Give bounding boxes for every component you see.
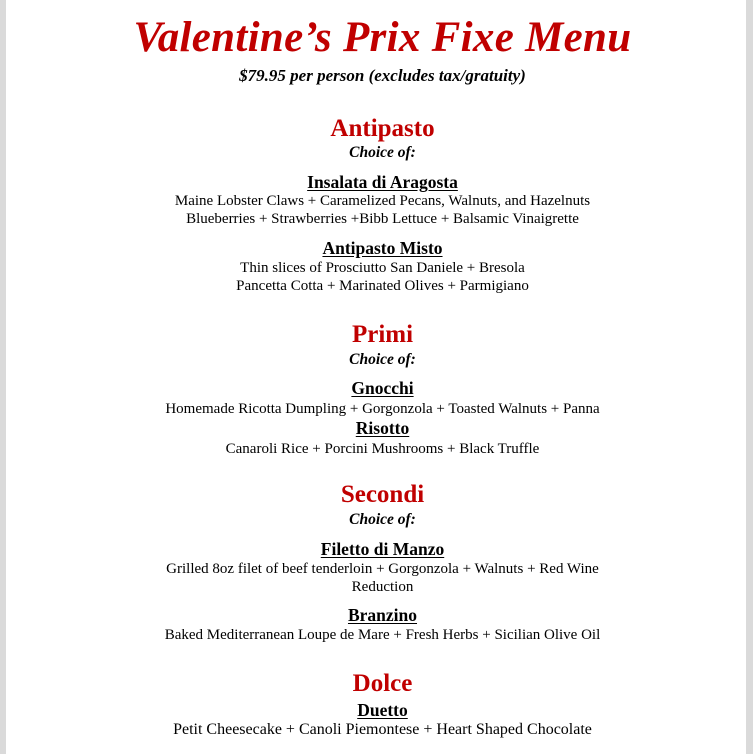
choice-label-secondi: Choice of: xyxy=(349,511,416,528)
dish-name-risotto: Risotto xyxy=(355,418,410,438)
choice-label-antipasto: Choice of: xyxy=(349,144,416,161)
dish-description-line: Petit Cheesecake + Canoli Piemontese + Heart Shaped Chocolate xyxy=(173,721,592,738)
section-heading-secondi: Secondi xyxy=(340,481,425,508)
dish-description-line: Reduction xyxy=(351,579,414,595)
dish-name-branzino: Branzino xyxy=(347,605,418,625)
dish-description-line: Blueberries + Strawberries +Bibb Lettuce + Balsamic Vinaigrette xyxy=(186,211,579,227)
dish-name-insalata-di-aragosta: Insalata di Aragosta xyxy=(307,172,458,192)
dish-description-line: Maine Lobster Claws + Caramelized Pecans, Walnuts, and Hazelnuts xyxy=(174,193,591,209)
price-line: $79.95 per person (excludes tax/gratuity) xyxy=(239,66,526,85)
dish-name-duetto: Duetto xyxy=(357,700,408,720)
menu-title: Valentine’s Prix Fixe Menu xyxy=(133,14,632,61)
section-heading-primi: Primi xyxy=(351,321,414,348)
dish-description-line: Thin slices of Prosciutto San Daniele + Bresola xyxy=(240,260,525,276)
dish-description-line: Pancetta Cotta + Marinated Olives + Parmigiano xyxy=(236,278,529,294)
dish-name-filetto-di-manzo: Filetto di Manzo xyxy=(320,539,445,559)
dish-description-line: Homemade Ricotta Dumpling + Gorgonzola + Toasted Walnuts + Panna xyxy=(165,401,600,417)
section-heading-antipasto: Antipasto xyxy=(330,115,435,142)
choice-label-primi: Choice of: xyxy=(349,351,416,368)
dish-name-antipasto-misto: Antipasto Misto xyxy=(322,238,443,258)
dish-description-line: Baked Mediterranean Loupe de Mare + Fresh Herbs + Sicilian Olive Oil xyxy=(164,627,601,643)
dish-name-gnocchi: Gnocchi xyxy=(351,378,414,398)
section-heading-dolce: Dolce xyxy=(352,670,413,697)
dish-description-line: Grilled 8oz filet of beef tenderloin + Gorgonzola + Walnuts + Red Wine xyxy=(166,561,599,577)
dish-description-line: Canaroli Rice + Porcini Mushrooms + Black Truffle xyxy=(225,441,540,457)
